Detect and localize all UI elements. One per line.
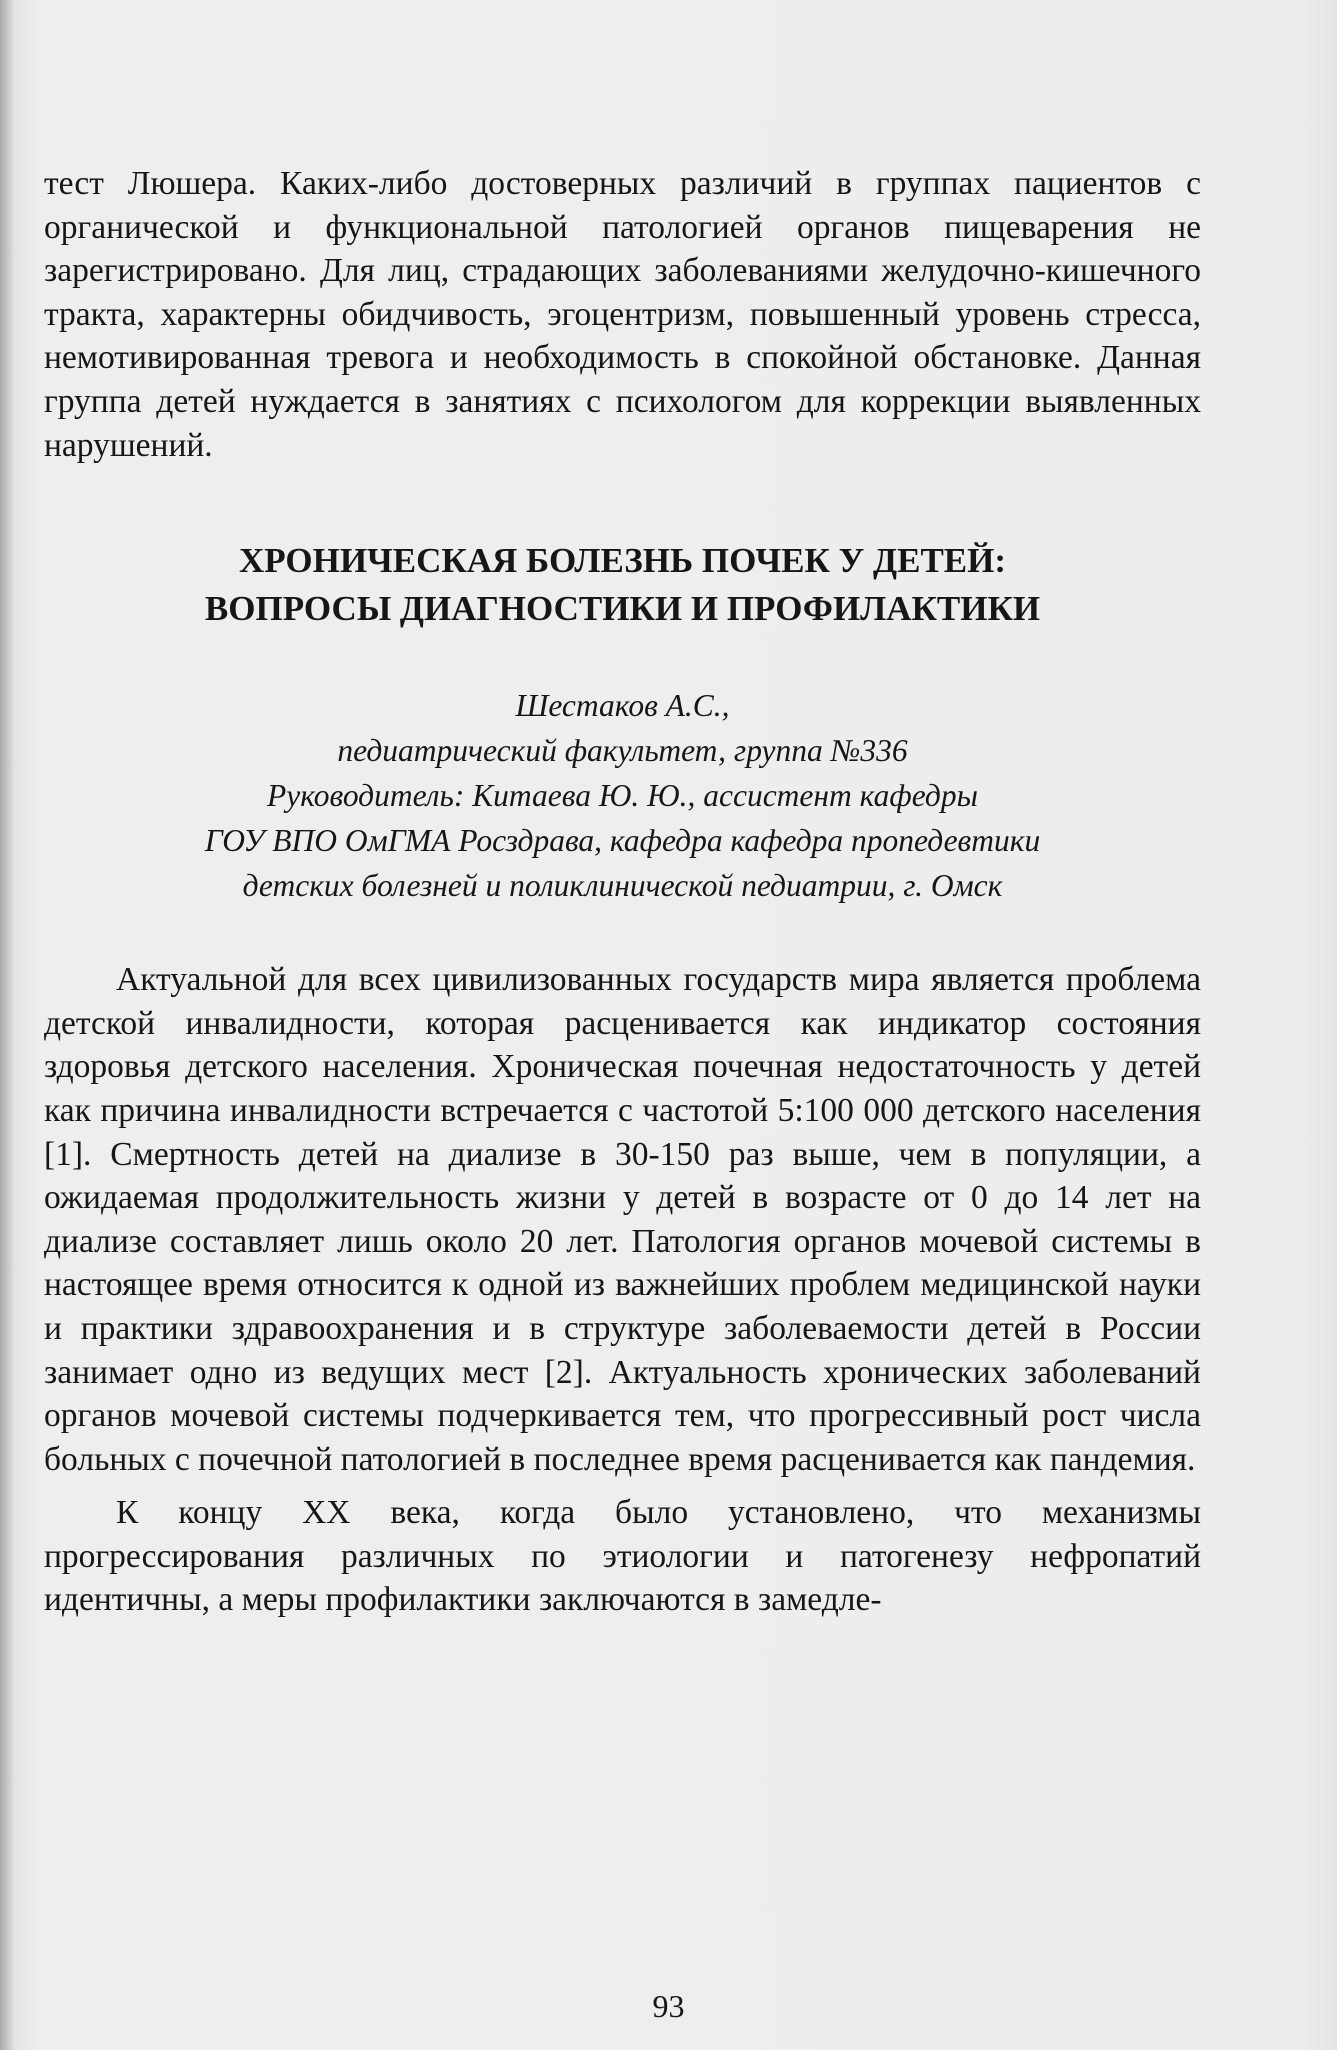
spine-shadow — [0, 0, 14, 2050]
article-body — [44, 958, 1201, 1622]
article-title-line-2: ВОПРОСЫ ДИАГНОСТИКИ И ПРОФИЛАКТИКИ — [204, 589, 1041, 629]
article-byline — [44, 683, 1201, 908]
supervisor: Руководитель: Китаева Ю. Ю., ассистент кафедры — [267, 778, 978, 814]
author-name: Шестаков А.С., — [515, 688, 730, 724]
institution-line-1: ГОУ ВПО ОмГМА Росздрава, кафедра кафедра пропедевтики — [204, 823, 1041, 859]
page-content — [44, 162, 1201, 1622]
article-title-line-1: ХРОНИЧЕСКАЯ БОЛЕЗНЬ ПОЧЕК У ДЕТЕЙ: — [238, 541, 1007, 581]
institution-line-2: детских болезней и поликлинической педиатрии, г. Омск — [242, 868, 1003, 904]
page-number: 93 — [652, 1988, 685, 2024]
author-faculty: педиатрический факультет, группа №336 — [337, 733, 908, 769]
article-title — [44, 537, 1201, 633]
body-paragraph-2: К концу XX века, когда было установлено, что механизмы прогрессирования различных по этиологии и патогенезу нефропатий идентичны, а меры профилактики заключаются в замедле- — [44, 1494, 1201, 1619]
intro-paragraph: тест Люшера. Каких-либо достоверных различий в группах пациентов с органической и функциональной патологией органов пищеварения не зарегистрировано. Для лиц, страдающих заболеваниями желудочно-кишечного тракта, характерны обидчивость, эгоцентризм, повышенный уровень стресса, немотивированная тревога и необходимость в спокойной обстановке. Данная группа детей нуждается в занятиях с психологом для коррекции выявленных нарушений. — [44, 165, 1201, 464]
body-paragraph-1: Актуальной для всех цивилизованных государств мира является проблема детской инвалидности, которая расценивается как индикатор состояния здоровья детского населения. Хроническая почечная недостаточность у детей как причина инвалидности встречается с частотой 5:100 000 детского населения [1]. Смертность детей на диализе в 30-150 раз выше, чем в популяции, а ожидаемая продолжительность жизни у детей в возрасте от 0 до 14 лет на диализе составляет лишь около 20 лет. Патология органов мочевой системы в настоящее время относится к одной из важнейших проблем медицинской науки и практики здравоохранения и в структуре заболеваемости детей в России занимает одно из ведущих мест [2]. Актуальность хронических заболеваний органов мочевой системы подчеркивается тем, что прогрессивный рост числа больных с почечной патологией в последнее время расценивается как пандемия. — [44, 961, 1201, 1478]
